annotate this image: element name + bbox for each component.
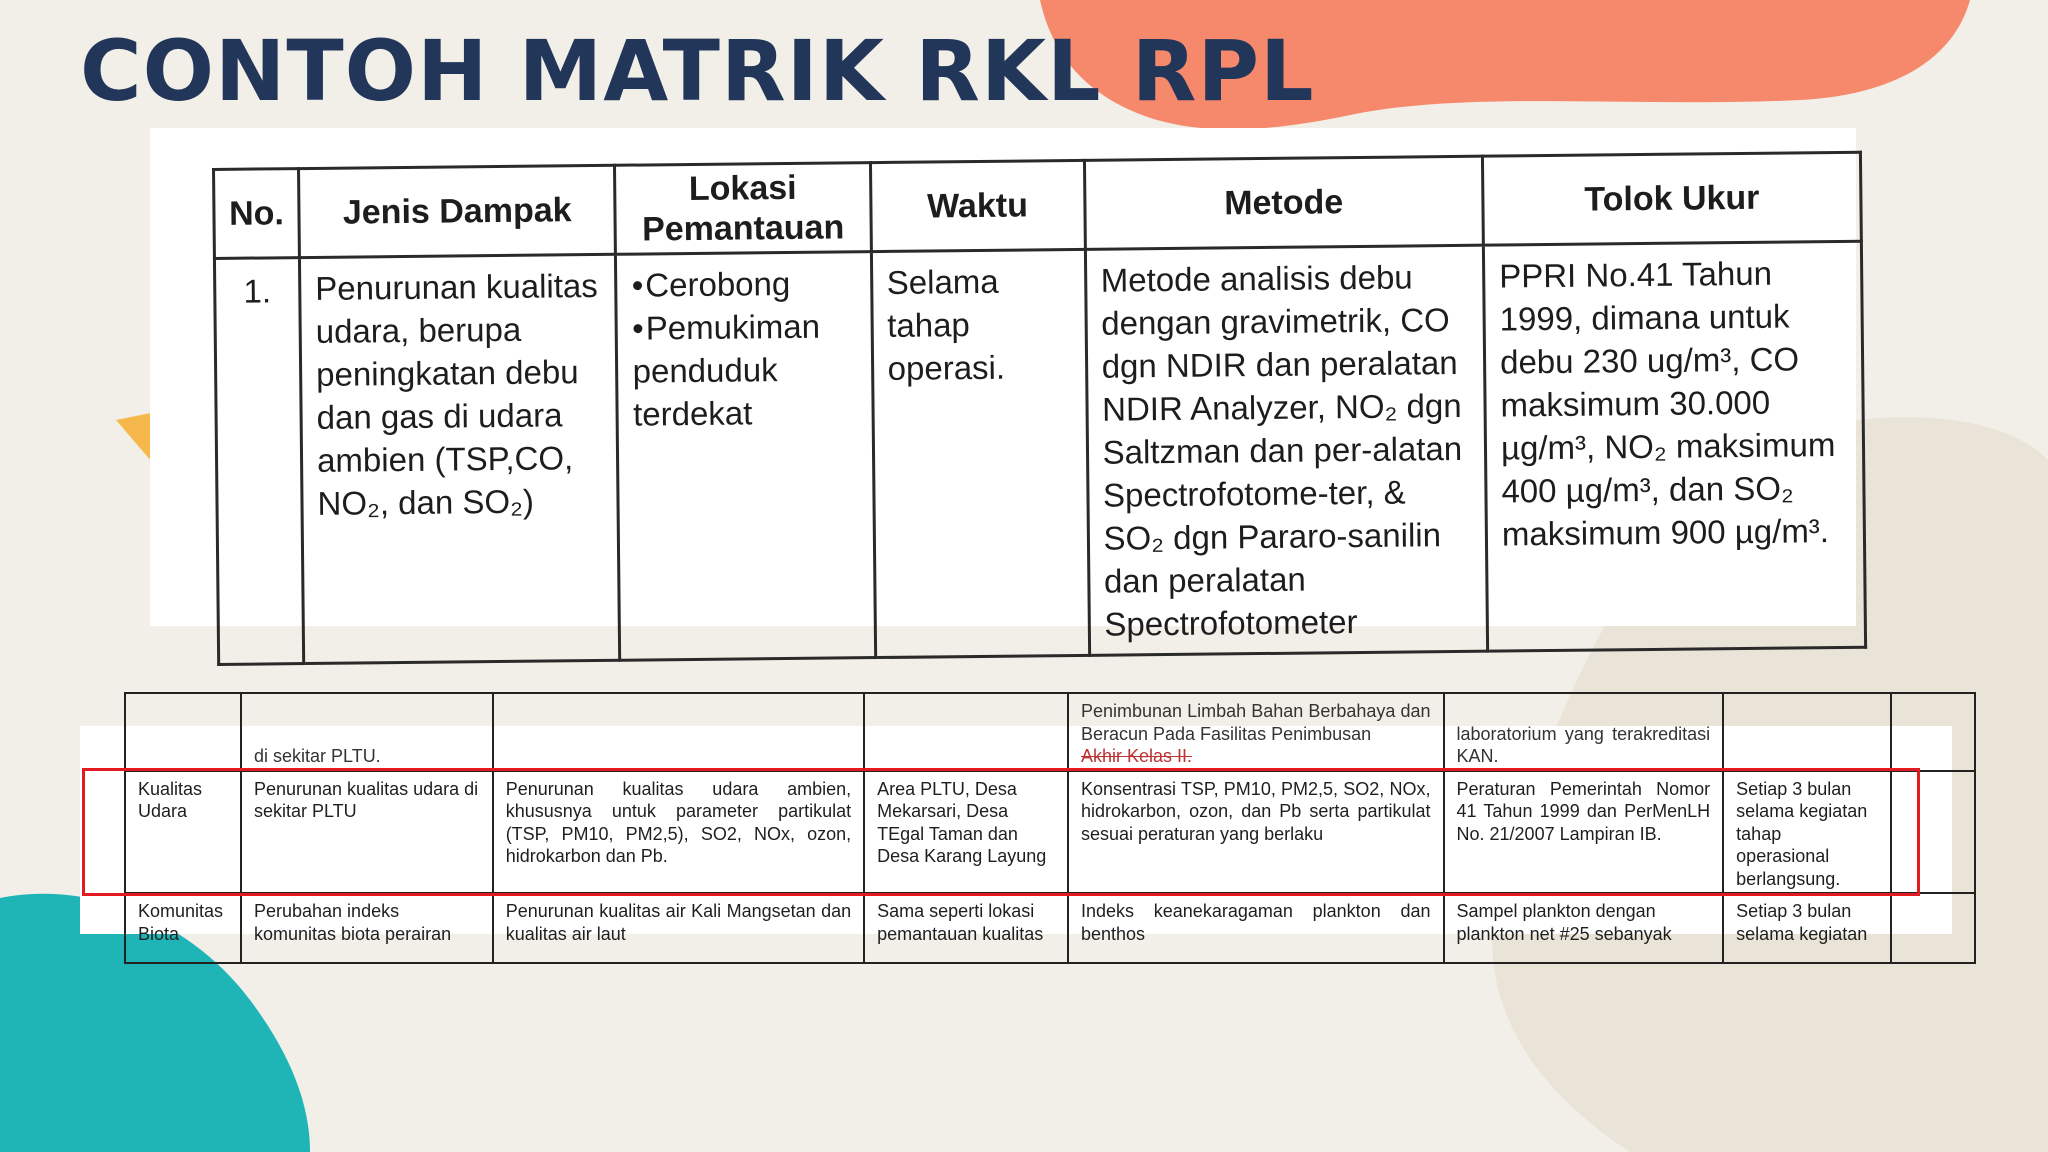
header-metode: Metode <box>1084 156 1483 249</box>
table-cell: Penurunan kualitas udara di sekitar PLTU <box>241 771 493 894</box>
table-row <box>125 893 1975 963</box>
monitoring-table-1 <box>212 151 1867 666</box>
cell-metode: Metode analisis debu dengan gravimetrik, CO dgn NDIR dan peralatan NDIR Analyzer, NO₂ dgn Saltzman dan per-alatan Spectrofotome-ter, & SO₂ dgn Pararo-sanilin dan peralatan Spectrofotometer <box>1085 245 1488 655</box>
table-cell: Perubahan indeks komunitas biota perairan <box>241 893 493 963</box>
table-cell: Komunitas Biota <box>125 893 241 963</box>
cell-jenis-dampak: Penurunan kualitas udara, berupa peningkatan debu dan gas di udara ambien (TSP,CO, NO₂, dan SO₂) <box>299 254 620 663</box>
struck-text: Akhir Kelas II. <box>1080 746 1193 766</box>
table-cell: Konsentrasi TSP, PM10, PM2,5, SO2, NOx, hidrokarbon, ozon, dan Pb serta partikulat sesuai peraturan yang berlaku <box>1068 771 1444 894</box>
cell-waktu: Selama tahap operasi. <box>871 249 1089 657</box>
table-cell: Area PLTU, Desa Mekarsari, Desa TEgal Taman dan Desa Karang Layung <box>864 771 1068 894</box>
header-lokasi: Lokasi Pemantauan <box>615 163 871 255</box>
bullet-icon: • <box>631 266 644 304</box>
cell-tolok-ukur: PPRI No.41 Tahun 1999, dimana untuk debu 230 ug/m³, CO maksimum 30.000 µg/m³, NO₂ maksimum 400 µg/m³, dan SO₂ maksimum 900 µg/m³. <box>1483 241 1865 651</box>
table-row <box>214 241 1865 664</box>
header-waktu: Waktu <box>870 160 1085 251</box>
table-cell: Setiap 3 bulan selama kegiatan tahap operasional berlangsung. <box>1723 771 1891 894</box>
highlight-box <box>82 768 1920 896</box>
lokasi-item <box>632 304 857 435</box>
table-cell <box>864 693 1068 771</box>
table-cell: Sampel plankton dengan plankton net #25 sebanyak <box>1444 893 1724 963</box>
cell-lokasi <box>616 252 875 661</box>
table-cell: Setiap 3 bulan selama kegiatan <box>1723 893 1891 963</box>
table-cell: Peraturan Pemerintah Nomor 41 Tahun 1999 dan PerMenLH No. 21/2007 Lampiran IB. <box>1444 771 1724 894</box>
lokasi-item <box>632 261 856 306</box>
table-cell: laboratorium yang terakreditasi KAN. <box>1444 693 1724 771</box>
table-cell <box>1068 693 1444 771</box>
table-cell <box>1891 893 1975 963</box>
lokasi-item-text: Pemukiman penduduk terdekat <box>632 307 821 433</box>
header-jenis-dampak: Jenis Dampak <box>299 165 616 257</box>
table-cell: di sekitar PLTU. <box>241 693 493 771</box>
lokasi-item-text: Cerobong <box>645 264 791 304</box>
table-header-row <box>214 152 1862 258</box>
cell-no: 1. <box>214 258 303 665</box>
table-cell <box>1723 693 1891 771</box>
table-cell: Penurunan kualitas udara ambien, khususnya untuk parameter partikulat (TSP, PM10, PM2,5), SO2, NOx, ozon, hidrokarbon dan Pb. <box>493 771 864 894</box>
table-row <box>125 693 1975 771</box>
header-tolok-ukur: Tolok Ukur <box>1482 152 1861 245</box>
cell-text: Penimbunan Limbah Bahan Berbahaya dan Beracun Pada Fasilitas Penimbusan <box>1080 701 1431 744</box>
table-cell: Kualitas Udara <box>125 771 241 894</box>
table-cell <box>493 693 864 771</box>
rkl-rpl-table-scan-1 <box>150 128 1856 643</box>
table-cell <box>125 693 241 771</box>
table-cell <box>1891 693 1975 771</box>
table-cell: Sama seperti lokasi pemantauan kualitas <box>864 893 1068 963</box>
header-no: No. <box>214 169 300 259</box>
slide-title: CONTOH MATRIK RKL RPL <box>80 22 1315 120</box>
bullet-icon: • <box>631 309 644 347</box>
table-cell: Indeks keanekaragaman plankton dan benthos <box>1068 893 1444 963</box>
table-cell: Penurunan kualitas air Kali Mangsetan dan kualitas air laut <box>493 893 864 963</box>
